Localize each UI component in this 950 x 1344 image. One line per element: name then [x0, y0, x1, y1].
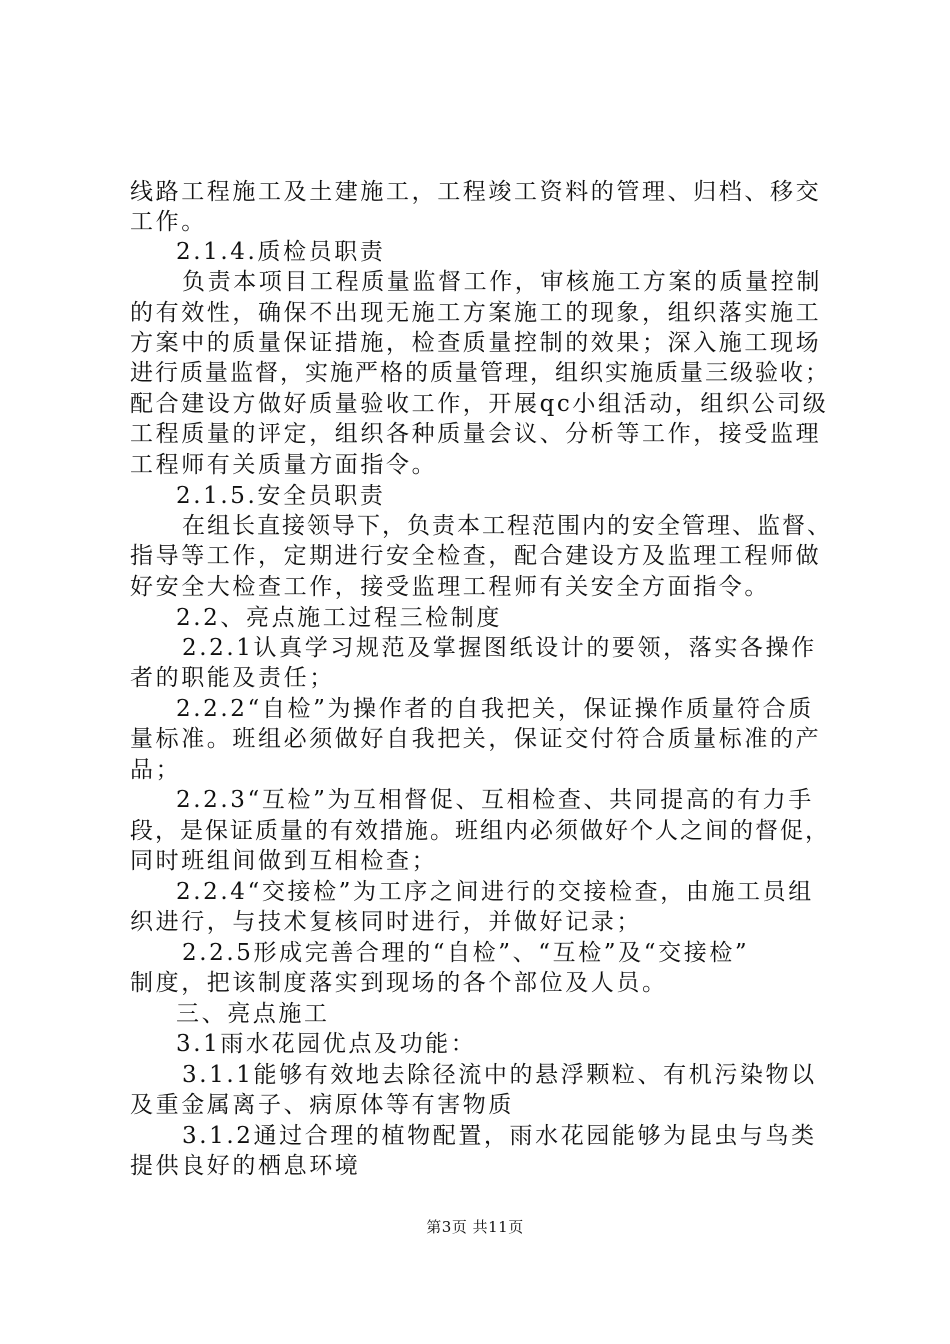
text-line-12: 在组长直接领导下，负责本工程范围内的安全管理、监督、: [182, 513, 832, 539]
text-line-14: 好安全大检查工作，接受监理工程师有关安全方面指令。: [130, 574, 770, 600]
text-line-21: 2.2.3“互检”为互相督促、互相检查、共同提高的有力手: [176, 787, 814, 813]
text-line-25: 织进行，与技术复核同时进行，并做好记录；: [130, 909, 642, 935]
text-line-8: 配合建设方做好质量验收工作，开展qc小组活动，组织公司级: [130, 391, 829, 417]
text-line-9: 工程质量的评定，组织各种质量会议、分析等工作，接受监理: [130, 421, 822, 447]
section-heading-2-1-5: 2.1.5.安全员职责: [176, 483, 386, 509]
text-line-27: 制度，把该制度落实到现场的各个部位及人员。: [130, 970, 668, 996]
text-line-6: 方案中的质量保证措施，检查质量控制的效果；深入施工现场: [130, 330, 822, 356]
text-line-20: 品；: [130, 757, 182, 783]
section-heading-3: 三、亮点施工: [176, 1001, 330, 1027]
text-line-23: 同时班组间做到互相检查；: [130, 848, 438, 874]
text-line-10: 工程师有关质量方面指令。: [130, 452, 438, 478]
text-line-5: 的有效性，确保不出现无施工方案施工的现象，组织落实施工: [130, 300, 822, 326]
text-line-4: 负责本项目工程质量监督工作，审核施工方案的质量控制: [182, 269, 822, 295]
text-line-16: 2.2.1认真学习规范及掌握图纸设计的要领，落实各操作: [182, 635, 817, 661]
text-line-18: 2.2.2“自检”为操作者的自我把关，保证操作质量符合质: [176, 696, 814, 722]
page-footer: 第3页 共11页: [426, 1218, 524, 1236]
text-line-7: 进行质量监督，实施严格的质量管理，组织实施质量三级验收；: [130, 360, 830, 386]
text-line-26: 2.2.5形成完善合理的“自检”、“互检”及“交接检”: [182, 940, 750, 966]
text-line-32: 3.1.2通过合理的植物配置，雨水花园能够为昆虫与鸟类: [182, 1123, 817, 1149]
section-heading-2-2: 2.2、亮点施工过程三检制度: [176, 605, 502, 631]
text-line-30: 3.1.1能够有效地去除径流中的悬浮颗粒、有机污染物以: [182, 1062, 817, 1088]
text-line-13: 指导等工作，定期进行安全检查，配合建设方及监理工程师做: [130, 543, 822, 569]
section-heading-2-1-4: 2.1.4.质检员职责: [176, 239, 386, 265]
text-line-33: 提供良好的栖息环境: [130, 1153, 361, 1179]
text-line-17: 者的职能及责任；: [130, 665, 335, 691]
text-line-24: 2.2.4“交接检”为工序之间进行的交接检查，由施工员组: [176, 879, 814, 905]
text-line-19: 量标准。班组必须做好自我把关，保证交付符合质量标准的产: [130, 726, 822, 752]
section-heading-3-1: 3.1雨水花园优点及功能：: [176, 1031, 477, 1057]
text-line-31: 及重金属离子、病原体等有害物质: [130, 1092, 514, 1118]
text-line-22: 段，是保证质量的有效措施。班组内必须做好个人之间的督促，: [130, 818, 830, 844]
text-line-2: 工作。: [130, 209, 207, 235]
text-line-1: 线路工程施工及土建施工，工程竣工资料的管理、归档、移交: [130, 179, 822, 205]
